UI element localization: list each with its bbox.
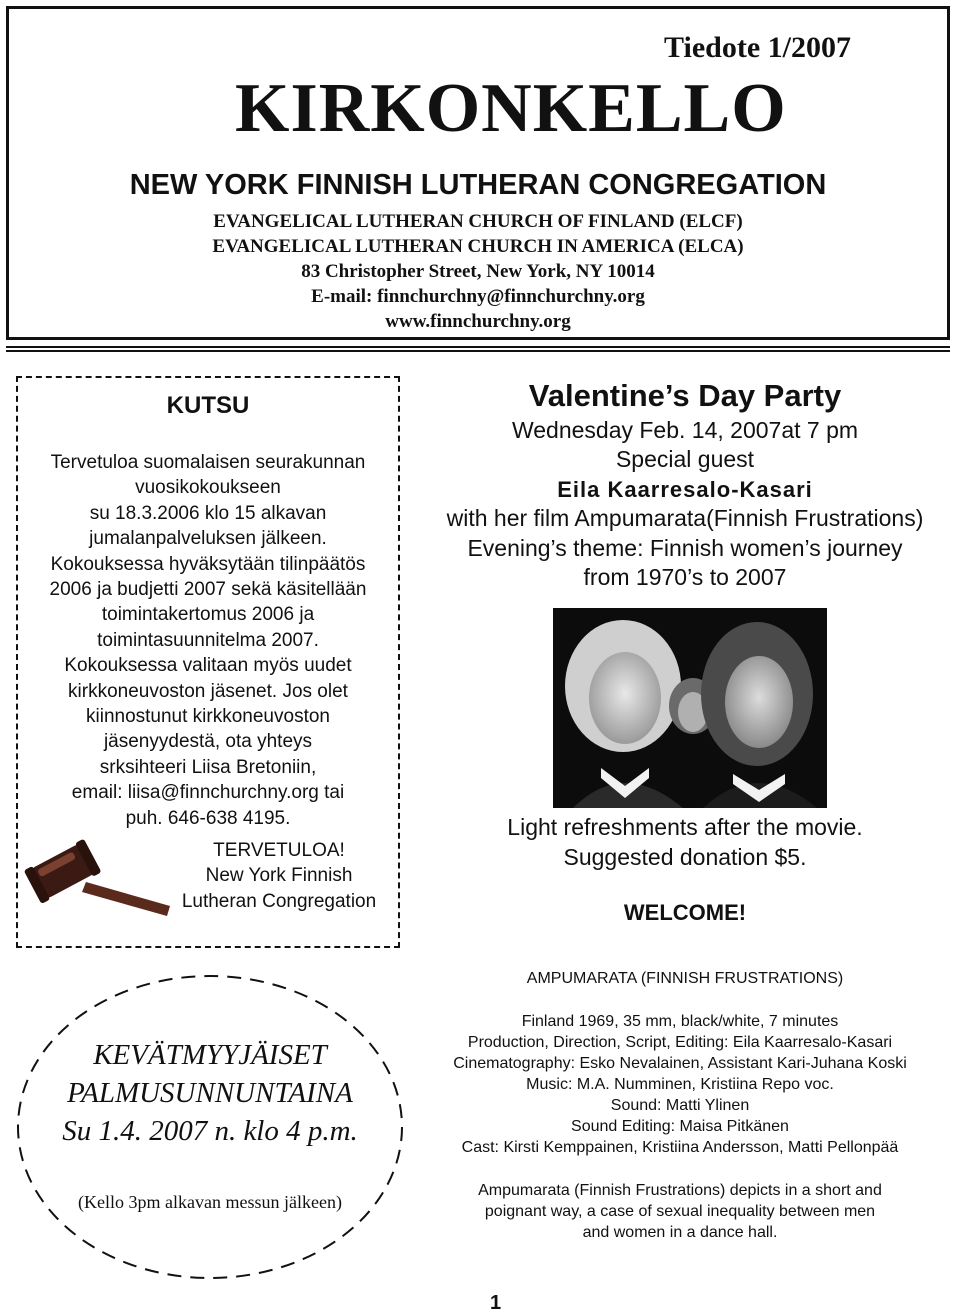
- newsletter-title: KIRKONKELLO: [235, 70, 787, 147]
- description-line: poignant way, a case of sexual inequality between men: [484, 1203, 876, 1220]
- kutsu-line: srksihteeri Liisa Bretoniin,: [99, 756, 317, 778]
- kutsu-line: toimintakertomus 2006 ja: [101, 604, 315, 626]
- website-link[interactable]: www.finnchurchny.org: [385, 311, 571, 332]
- film-still-photo: [553, 608, 827, 808]
- credit-line: Sound: Matti Ylinen: [610, 1097, 750, 1114]
- evening-theme-cont: from 1970’s to 2007: [583, 564, 787, 591]
- email-address[interactable]: E-mail: finnchurchny@finnchurchny.org: [311, 286, 645, 307]
- kutsu-signature: New York Finnish: [205, 865, 353, 887]
- kutsu-line: Kokouksessa hyväksytään tilinpäätös: [50, 553, 366, 575]
- evening-theme: Evening’s theme: Finnish women’s journey: [467, 534, 903, 561]
- kutsu-body: [26, 450, 390, 831]
- masthead-divider: [6, 346, 950, 352]
- kutsu-line: jäsenyydestä, ota yhteys: [103, 731, 313, 753]
- gavel-icon: [24, 824, 174, 924]
- party-welcome: WELCOME!: [623, 900, 747, 925]
- page-number: 1: [490, 1292, 502, 1314]
- credit-line: Finland 1969, 35 mm, black/white, 7 minutes: [521, 1013, 839, 1030]
- party-after-info: [420, 812, 950, 872]
- kutsu-title: KUTSU: [166, 392, 250, 419]
- church-affiliation-elca: EVANGELICAL LUTHERAN CHURCH IN AMERICA (ELCA): [212, 236, 744, 257]
- masthead: [6, 6, 950, 340]
- party-title: Valentine’s Day Party: [528, 378, 842, 413]
- film-title: AMPUMARATA (FINNISH FRUSTRATIONS): [526, 970, 844, 987]
- kutsu-closing: [168, 838, 390, 914]
- credit-line: Sound Editing: Maisa Pitkänen: [571, 1118, 789, 1135]
- credit-line: Music: M.A. Numminen, Kristiina Repo voc.: [526, 1076, 834, 1093]
- issue-number: Tiedote 1/2007: [664, 31, 851, 64]
- party-date: Wednesday Feb. 14, 2007at 7 pm: [511, 417, 859, 443]
- kutsu-line: jumalanpalveluksen jälkeen.: [89, 528, 327, 550]
- description-line: and women in a dance hall.: [582, 1224, 778, 1241]
- valentines-party-section: [420, 376, 950, 592]
- kutsu-line: kirkkoneuvoston jäsenet. Jos olet: [68, 680, 348, 702]
- credit-line: Production, Direction, Script, Editing: Eila Kaarresalo-Kasari: [467, 1034, 893, 1051]
- kutsu-line: Kokouksessa valitaan myös uudet: [64, 655, 352, 677]
- guest-label: Special guest: [615, 446, 755, 473]
- kutsu-invitation-box: [16, 376, 400, 948]
- church-affiliation-elcf: EVANGELICAL LUTHERAN CHURCH OF FINLAND (ELCF): [213, 211, 743, 232]
- spring-sale-title: KEVÄTMYYJÄISET: [93, 1039, 327, 1071]
- kutsu-line: su 18.3.2006 klo 15 alkavan: [89, 502, 327, 524]
- credit-line: Cast: Kirsti Kemppainen, Kristiina Andersson, Matti Pellonpää: [461, 1139, 899, 1156]
- film-description: [440, 1180, 920, 1243]
- film-credits: [420, 1011, 940, 1158]
- kutsu-signature: Lutheran Congregation: [181, 890, 377, 912]
- kutsu-line: kiinnostunut kirkkoneuvoston: [86, 706, 330, 728]
- donation-note: Suggested donation $5.: [563, 844, 807, 870]
- guest-name: Eila Kaarresalo-Kasari: [557, 476, 813, 502]
- address: 83 Christopher Street, New York, NY 10014: [301, 261, 655, 282]
- kutsu-line: 2006 ja budjetti 2007 sekä käsitellään: [49, 579, 367, 601]
- description-line: Ampumarata (Finnish Frustrations) depicts in a short and: [478, 1182, 882, 1199]
- credit-line: Cinematography: Esko Nevalainen, Assistant Kari-Juhana Koski: [453, 1055, 907, 1072]
- kutsu-line: email: liisa@finnchurchny.org tai: [71, 782, 345, 804]
- film-line: with her film Ampumarata(Finnish Frustrations): [446, 505, 924, 532]
- congregation-name: NEW YORK FINNISH LUTHERAN CONGREGATION: [129, 169, 827, 201]
- kutsu-line: toimintasuunnitelma 2007.: [97, 629, 319, 651]
- kutsu-line: puh. 646-638 4195.: [125, 807, 291, 829]
- kutsu-welcome: TERVETULOA!: [213, 840, 345, 861]
- spring-sale-note: (Kello 3pm alkavan messun jälkeen): [78, 1192, 342, 1212]
- refreshments-note: Light refreshments after the movie.: [507, 814, 863, 840]
- kutsu-line: Tervetuloa suomalaisen seurakunnan: [50, 452, 366, 473]
- spring-sale-date: Su 1.4. 2007 n. klo 4 p.m.: [62, 1115, 358, 1147]
- palm-sunday-label: PALMUSUNNUNTAINA: [67, 1077, 353, 1109]
- kutsu-line: vuosikokoukseen: [135, 477, 281, 499]
